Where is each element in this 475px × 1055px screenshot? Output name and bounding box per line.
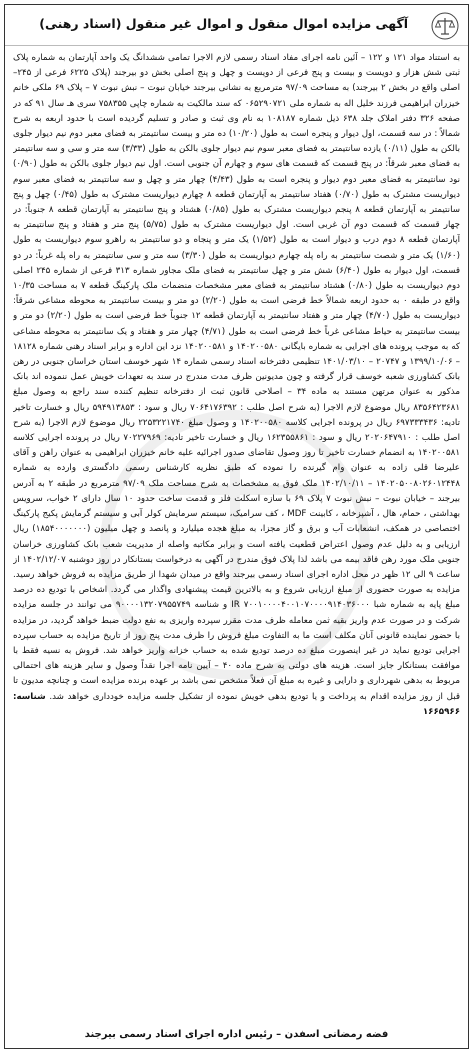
justice-scales-icon bbox=[430, 11, 460, 41]
notice-signature: فضه رمضانی اسفدن – رئیس اداره اجرای اسناد رسمی بیرجند bbox=[84, 1029, 389, 1040]
notice-body-text: به استناد مواد ۱۲۱ و ۱۲۲ – آئین نامه اجرای مفاد اسناد رسمی لازم الاجرا تمامی ششدانگ یک واحد آپارتمان به شماره پلاک ثبتی شش هزار و دویست و بیست و پنج فرعی از دویست و چهل و پنج اصلی بخش دو بیرجند (پلاک ۶۲۲۵ فرعی از ۲۴۵– اصلی واقع در بخش ۲ بیرجند) به مساحت ۹۷/۰۹ مترمربع به نشانی بیرجند خیابان نبوت – نبش نبوت ۷ – پلاک ۶۹ ملکی خانم خیزران ابراهیمی فرزند خلیل اله به شماره ملی ۰۶۵۲۹۰۷۲۱ که سند مالکیت به شماره چاپی ۷۵۸۳۵۵ سری هـ سال ۹۱ که در صفحه ۳۲۶ دفتر املاک جلد ۶۳۸ ذیل شماره ۱۰۸۱۸۷ به نام وی ثبت و صادر و تسلیم گردیده است با حدود اربعه به شرح شمالاً : در سه قسمت، اول دیوار و پنجره است به طول (۱۰/۲۰) ده متر و بیست سانتیمتر به فضای معبر دوم نیم دیوار جلوی بالکن به طول (۰/۱۱) یازده سانتیمتر به فضای معبر سوم نیم دیوار جلوی بالکن به طول (۳/۳۳) سه متر و سی و سه سانتیمتر به فضای معبر شرقاً: در پنج قسمت که قسمت های سوم و چهارم آن جنوبی است. اول نیم دیوار جلوی بالکن به طول (۰/۹۰) نود سانتیمتر به فضای معبر دوم دیوار و پنجره است به طول (۴/۴۳) چهار متر و چهل و سه سانتیمتر به فضای معبر سوم دیواریست مشترک به طول (۰/۷۰) هفتاد سانتیمتر به آپارتمان قطعه ۸ چهارم دیواریست مشترک به طول (۰/۴۵) چهل و پنج سانتیمتر به آپارتمان قطعه ۸ پنجم دیواریست مشترک به طول (۰/۸۵) هشتاد و پنج سانتیمتر به آپارتمان قطعه ۸ جنوباً: در چهار قسمت که قسمت دوم آن غربی است. اول دیواریست مشترک به طول (۵/۷۵) پنج متر و هفتاد و پنج سانتیمتر به آپارتمان قطعه ۸ دوم درب و دیوار است به طول (۱/۵۲) یک متر و پنجاه و دو سانتیمتر به راهرو سوم دیواریست به طول (۱/۶۰) یک متر و شصت سانتیمتر به راه پله چهارم دیواریست به طول (۳/۳۰) سه متر و سی سانتیمتر به راه پله غرباً: در دو قسمت، اول دیوار به طول (۶/۴۰) شش متر و چهل سانتیمتر به فضای ملک مجاور شماره ۳۱۳ فرعی از شماره ۲۴۵ اصلی دوم دیواریست به طول (۰/۸۰) هشتاد سانتیمتر به فضای معبر مشخصات منضمات ملک پارکینگ قطعه ۷ به مساحت ۱۰/۳۵ واقع در طبقه ۰ به حدود اربعه شمالاً خط فرضی است به طول (۲/۲۰) دو متر و بیست سانتیمتر به محوطه مشاعی شرقاً: دیواریست به طول (۴/۷۰) چهار متر و هفتاد سانتیمتر به آپارتمان قطعه ۱۲ جنوباً خط فرضی است به طول (۲/۲۰) دو متر و بیست سانتیمتر به حیاط مشاعی غرباً خط فرضی است به طول (۴/۷۱) چهار متر و هفتاد و یک سانتیمتر به محوطه مشاعی که به موجب پرونده های اجرایی به شماره بایگانی ۱۴۰۲۰۰۵۸۰ و ۱۴۰۲۰۰۵۸۱ نزد این اداره و برابر اسناد رهنی شماره ۱۸۱۲۸ – ۱۳۹۹/۱۰/۰۶ و ۲۰۷۴۷ – ۱۴۰۱/۰۳/۱۰ تنظیمی دفترخانه اسناد رسمی شماره ۱۴ شهر خوسف استان خراسان جنوبی در رهن بانک کشاورزی شعبه خوسف قرار گرفته و چون مدیونین ظرف مدت مندرج در سند به تعهدات خویش عمل ننموده اند بانک مذکور به عنوان مرتهن مستند به ماده ۳۴ – اصلاحی قانون ثبت از دفترخانه تنظیم کننده سند راجع به وصول مبلغ ۸۳۵۶۴۲۳۶۸۱ ریال موضوع لازم الاجرا (به شرح اصل طلب : ۷۰۶۴۱۷۶۳۹۲ ریال و سود : ۵۹۴۹۱۳۸۵۳ ریال و خسارت تاخیر تادیه: ۶۹۷۳۳۳۴۳۶ ریال در پرونده اجرایی کلاسه ۱۴۰۲۰۰۵۸۰ و وصول مبلغ ۲۲۵۳۲۲۱۷۴۰ ریال موضوع لازم الاجرا (به شرح اصل طلب : ۲۰۲۰۶۴۷۹۱۰ ریال و سود : ۱۶۲۳۵۵۸۶۱ ریال و خسارت تاخیر تادیه: ۷۰۲۲۷۹۶۹ ریال در پرونده اجرایی کلاسه ۱۴۰۲۰۰۵۸۱ به انضمام خسارت تاخیر تا روز وصول تقاضای صدور اجرائیه علیه خانم خیزران ابراهیمی به عنوان راهن و آقای علیرضا قلی زاده به عنوان وام گیرنده را نموده که طبق نظریه کارشناس رسمی دادگستری وارده به شماره ۱۴۰۲۰۵۰۰۸۰۲۶۰۱۲۴۴۸ – ۱۴۰۲/۱۰/۱۱ ملک فوق به مشخصات به شرح مساحت ملک ۹۷/۰۹ مترمربع در طبقه ۲ به آدرس بیرجند – خیابان نبوت – نبش نبوت ۷ پلاک ۶۹ با سازه اسکلت فلز و قدمت ساخت حدود ۱۰ سال دارای ۲ خواب، سرویس بهداشتی ، حمام، هال ، آشپزخانه ، کابینت MDF ، کف سرامیک، سیستم سرمایش کولر آبی و سیستم گرمایش پکیج پارکینگ اختصاصی در همکف، انشعابات آب و برق و گاز مجزا، به مبلغ هجده میلیارد و پانصد و چهل میلیون (۱۸۵۴۰۰۰۰۰۰۰) ریال ارزیابی و به دلیل عدم وصول اعتراض قطعیت یافته است و برابر مکاتبه واصله از مدیریت شعب بانک کشاورزی خراسان جنوبی ملک مورد رهن فاقد بیمه می باشد لذا پلاک فوق مندرج در آگهی به درخواست بستانکار در روز دوشنبه ۱۴۰۲/۱۲/۰۷ از ساعت ۹ الی ۱۲ ظهر در محل اداره اجرای اسناد رسمی بیرجند واقع در میدان شهدا از طریق مزایده به فروش خواهد رسید. مزایده به صورت حضوری از مبلغ ارزیابی شروع و به بالاترین قیمت پیشنهادی واگذار می گردد. اشخاص با تودیع ده درصد مبلغ پایه به شماره شبا IR ۷۰۰۱۰۰۰۰۴۰۰۱۰۷۰۰۰۰۹۱۴۰۳۶۰۰۰ و شناسه ۹۰۰۰۰۱۳۲۰۷۹۵۵۷۴۹ می توانند در جلسه مزایده شرکت و در صورت عدم واریز بقیه ثمن معامله ظرف مدت مقرر سپرده واریزی به نفع دولت ضبط خواهد گردید، در مزایده با حضور نماینده قانونی آنان مکلف است ما به التفاوت مبلغ فروش را ظرف مدت پنج روز از تاریخ مزایده به حساب سپرده اجرایی تودیع نماید در غیر اینصورت مبلغ ده درصد تودیع شده به حساب خزانه واریز خواهد شد. فروش به نسیه فقط با موافقت بستانکار جایز است. هزینه های دولتی به شرح ماده ۴۰ – آیین نامه اجرا نقداً وصول و سایر هزینه های احتمالی مربوط به بدهی شهرداری و دارایی و غیره به مبلغ آن فعلاً مشخص نمی باشد بر عهده برنده مزایده است و چنانچه مدیون تا قبل از روز مزایده اقدام به پرداخت و یا تودیع بدهی خویش نموده از تشکیل جلسه مزایده خودداری خواهد شد. bbox=[13, 53, 460, 702]
notice-body bbox=[13, 51, 460, 1020]
notice-title: آگهی مزایده اموال منقول و اموال غیر منقول (اسناد رهنی) bbox=[39, 16, 408, 31]
notice-header bbox=[5, 5, 468, 46]
notice-identifier: شناسه: ۱۶۶۵۹۶۶ bbox=[13, 691, 460, 717]
auction-notice bbox=[4, 4, 469, 1049]
